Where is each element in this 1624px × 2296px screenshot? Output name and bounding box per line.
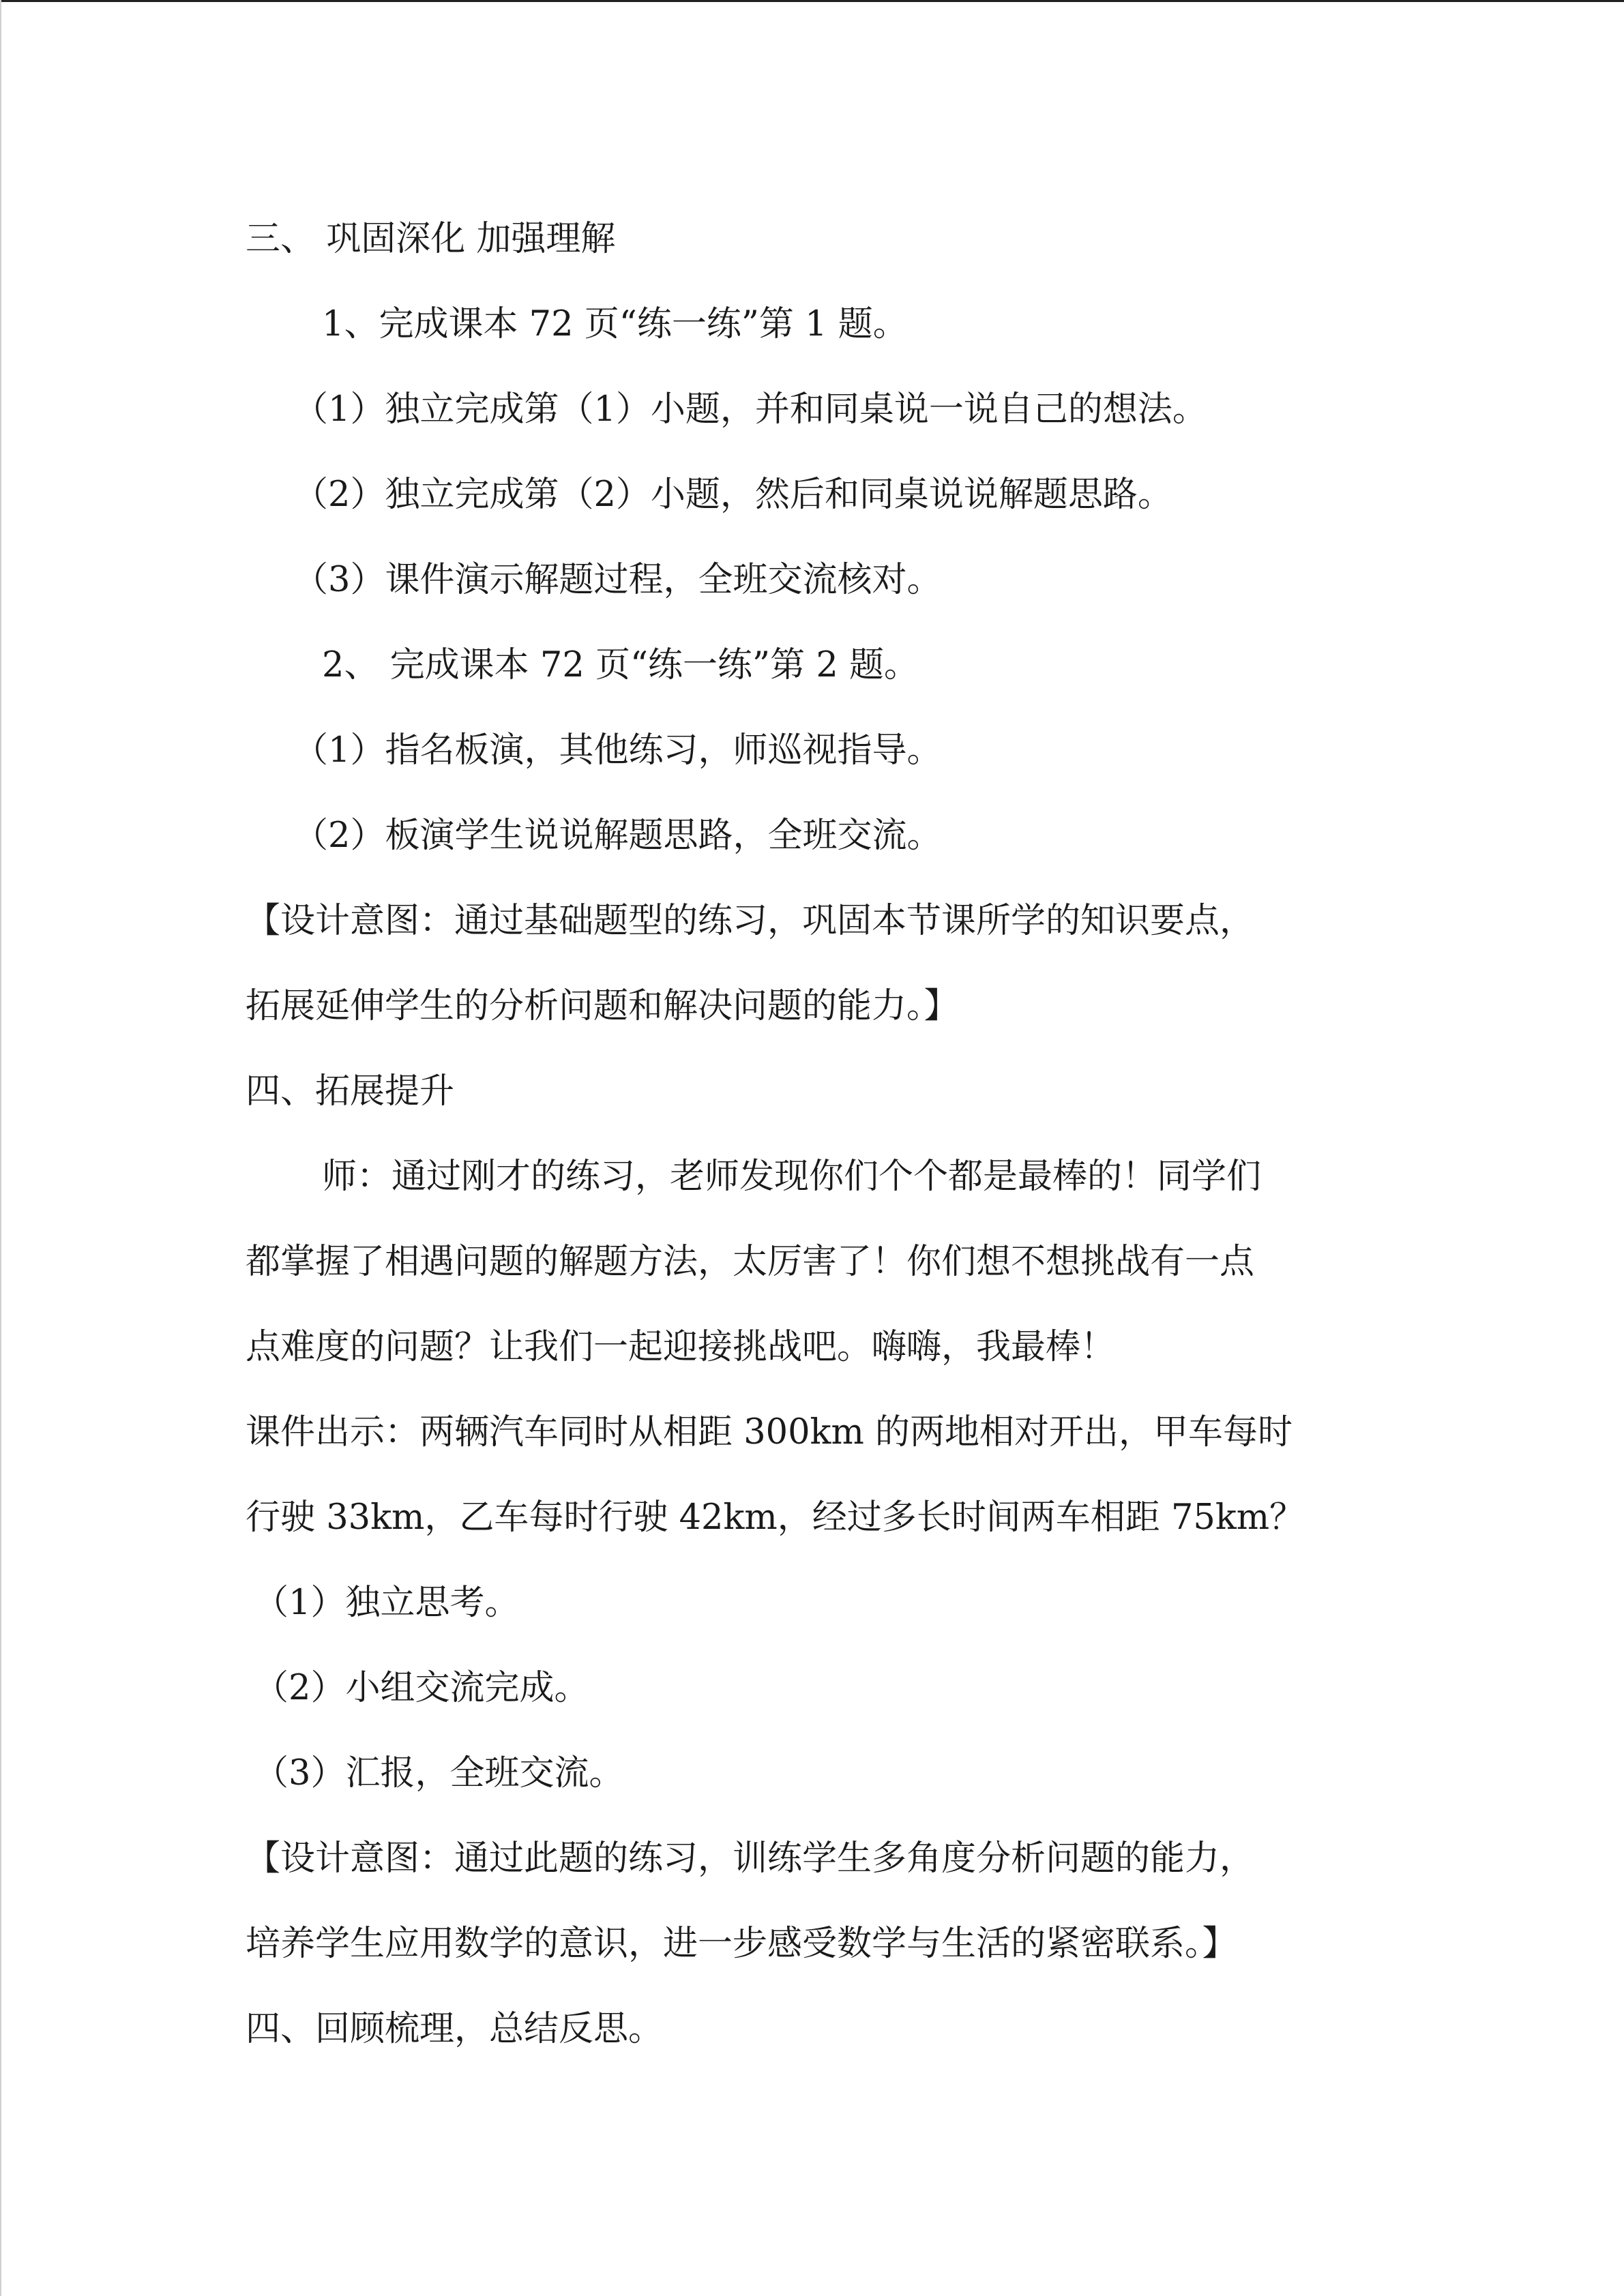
extension-step-1: （1）独立思考。 [254,1583,520,1623]
exercise-1-step-3: （3）课件演示解题过程，全班交流核对。 [293,560,942,600]
page-left-edge [0,0,1,2296]
exercise-1-title: 1、完成课本 72 页“练一练”第 1 题。 [322,304,908,344]
section-heading-consolidate: 三、 巩固深化 加强理解 [246,219,616,259]
page-top-edge [0,0,1624,2]
extension-step-3: （3）汇报，全班交流。 [254,1753,624,1793]
teacher-speech-line-2: 都掌握了相遇问题的解题方法，太厉害了！你们想不想挑战有一点 [246,1242,1255,1282]
section-heading-review: 四、回顾梳理，总结反思。 [246,2009,664,2049]
design-intent-1-line-2: 拓展延伸学生的分析问题和解决问题的能力。】 [246,986,959,1026]
exercise-2-title: 2、 完成课本 72 页“练一练”第 2 题。 [322,645,919,685]
extension-step-2: （2）小组交流完成。 [254,1668,589,1708]
exercise-2-step-2: （2）板演学生说说解题思路，全班交流。 [293,816,942,856]
exercise-1-step-2: （2）独立完成第（2）小题，然后和同桌说说解题思路。 [293,475,1172,515]
exercise-2-step-1: （1）指名板演，其他练习，师巡视指导。 [293,730,942,771]
design-intent-1-line-1: 【设计意图：通过基础题型的练习，巩固本节课所学的知识要点， [246,901,1255,941]
teacher-speech-line-3: 点难度的问题？让我们一起迎接挑战吧。嗨嗨，我最棒！ [246,1327,1116,1367]
problem-statement-line-1: 课件出示：两辆汽车同时从相距 300km 的两地相对开出，甲车每时 [246,1412,1293,1452]
problem-statement-line-2: 行驶 33km，乙车每时行驶 42km，经过多长时间两车相距 75km？ [246,1497,1305,1538]
exercise-1-step-1: （1）独立完成第（1）小题，并和同桌说一说自己的想法。 [293,389,1207,430]
design-intent-2-line-2: 培养学生应用数学的意识，进一步感受数学与生活的紧密联系。】 [246,1924,1237,1964]
teacher-speech-line-1: 师：通过刚才的练习，老师发现你们个个都是最棒的！同学们 [322,1157,1262,1197]
design-intent-2-line-1: 【设计意图：通过此题的练习，训练学生多角度分析问题的能力， [246,1838,1255,1879]
section-heading-extension: 四、拓展提升 [246,1071,455,1112]
